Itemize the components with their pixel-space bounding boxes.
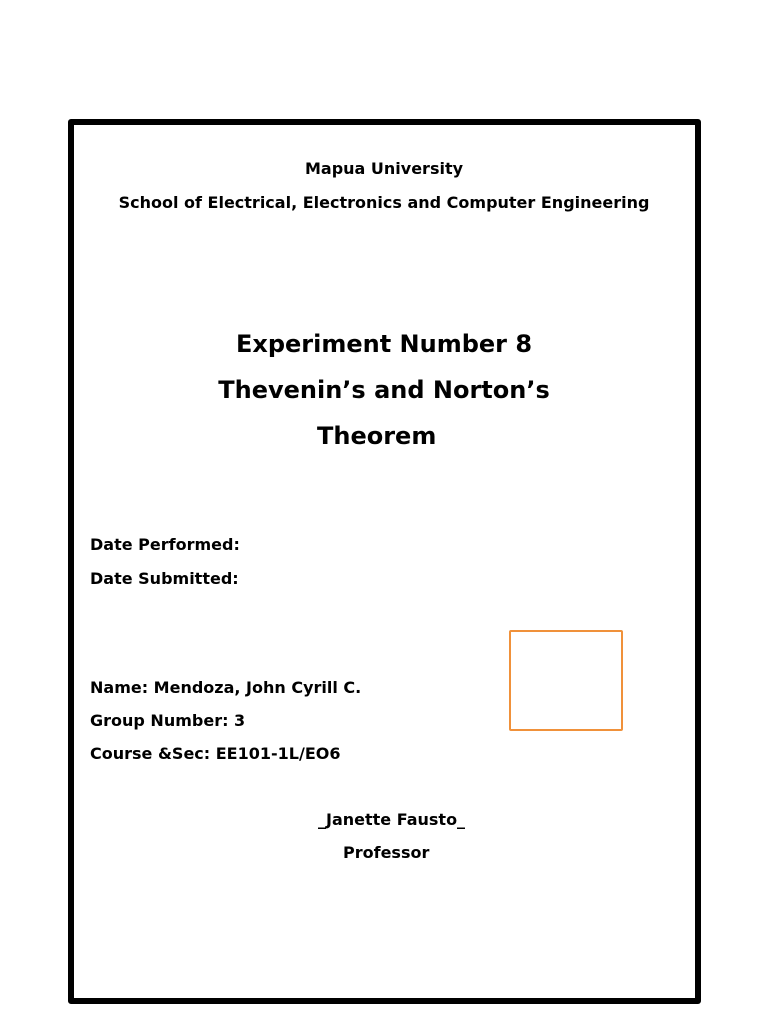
date-performed-label: Date Performed: — [90, 535, 240, 554]
experiment-topic: Thevenin’s and Norton’s — [218, 376, 550, 404]
school-name: School of Electrical, Electronics and Computer Engineering — [118, 193, 650, 212]
date-submitted-label: Date Submitted: — [90, 569, 239, 588]
student-name: Name: Mendoza, John Cyrill C. — [90, 678, 362, 697]
course-section: Course &Sec: EE101-1L/EO6 — [90, 744, 341, 763]
photo-placeholder-box — [509, 630, 623, 731]
cover-page-border — [68, 119, 701, 1004]
university-name: Mapua University — [304, 159, 464, 178]
professor-role: Professor — [343, 843, 430, 862]
experiment-title: Experiment Number 8 — [235, 330, 533, 358]
group-number: Group Number: 3 — [90, 711, 246, 730]
professor-name: _Janette Fausto_ — [318, 810, 466, 829]
experiment-topic-continued: Theorem — [317, 422, 437, 450]
